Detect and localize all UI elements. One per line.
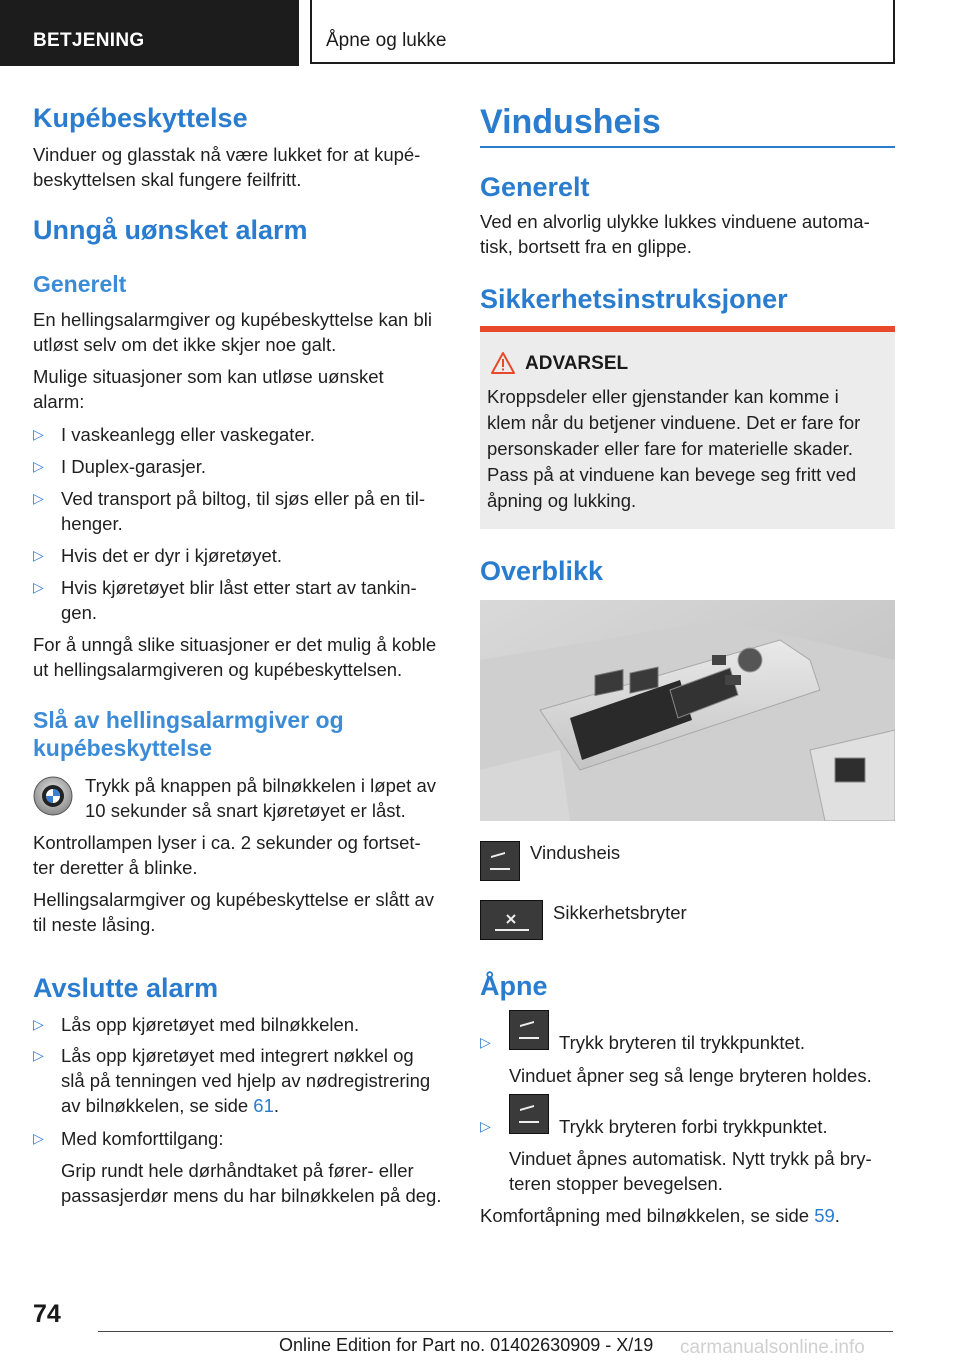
- heading-kupebeskyttelse: Kupébeskyttelse: [33, 103, 248, 133]
- bullet-triangle-icon: ▷: [480, 1118, 491, 1134]
- para-komfort: Komfortåpning med bilnøkkelen, se side 59.: [480, 1205, 840, 1226]
- step-apner-2a: Vinduet åpnes automatisk. Nytt trykk på bry-: [509, 1148, 872, 1169]
- bullet-triangle-icon: ▷: [33, 579, 44, 595]
- para-generelt-1: Ved en alvorlig ulykke lukkes vinduene automa-: [480, 211, 870, 232]
- para-kontroll-2: ter deretter å blinke.: [33, 857, 198, 878]
- safety-switch-icon: [480, 900, 543, 940]
- para-gen-1a: En hellingsalarmgiver og kupébeskyttelse kan bli: [33, 309, 432, 330]
- footer-watermark: carmanualsonline.info: [680, 1337, 865, 1358]
- heading-avslutte-alarm: Avslutte alarm: [33, 973, 219, 1003]
- step-apner-2b: teren stopper bevegelsen.: [509, 1173, 723, 1194]
- window-switch-icon: [509, 1010, 549, 1050]
- warning-line-5: åpning og lukking.: [487, 490, 637, 511]
- page-number: 74: [33, 1300, 61, 1328]
- step-trykk-2: Trykk bryteren forbi trykkpunktet.: [559, 1116, 828, 1137]
- header-section-label: BETJENING: [33, 30, 145, 51]
- warning-line-4: Pass på at vinduene kan bevege seg fritt ved: [487, 464, 857, 485]
- window-switch-icon: [480, 841, 520, 881]
- para-generelt-2: tisk, bortsett fra en glippe.: [480, 236, 692, 257]
- bullet-triangle-icon: ▷: [33, 1130, 44, 1146]
- para-trykk-2: 10 sekunder så snart kjøretøyet er låst.: [85, 800, 406, 821]
- bullet-triangle-icon: ▷: [33, 458, 44, 474]
- step-apner-1: Vinduet åpner seg så lenge bryteren holdes.: [509, 1065, 872, 1086]
- bullet-triangle-icon: ▷: [33, 1047, 44, 1063]
- warning-line-2: klem når du betjener vinduene. Det er fare for: [487, 412, 861, 433]
- bullet-triangle-icon: ▷: [480, 1034, 491, 1050]
- heading-rule: [480, 146, 895, 148]
- para-kupe-1: Vinduer og glasstak nå være lukket for at kupé-: [33, 144, 421, 165]
- heading-unnga-alarm: Unngå uønsket alarm: [33, 215, 308, 245]
- heading-overblikk: Overblikk: [480, 556, 604, 586]
- window-switch-icon: [509, 1094, 549, 1134]
- warning-line-3: personskader eller fare for materielle skader.: [487, 438, 854, 459]
- warning-line-1: Kroppsdeler eller gjenstander kan komme i: [487, 386, 839, 407]
- warning-box: [480, 326, 895, 529]
- footer-rule: [98, 1331, 893, 1332]
- para-gen-2a: Mulige situasjoner som kan utløse uønsket: [33, 366, 384, 387]
- bullet-triangle-icon: ▷: [33, 490, 44, 506]
- legend-vindusheis: Vindusheis: [530, 842, 621, 863]
- step-trykk-1: Trykk bryteren til trykkpunktet.: [559, 1032, 806, 1053]
- warning-bar: [480, 326, 895, 332]
- heading-generelt: Generelt: [33, 271, 127, 297]
- para-gen-1b: utløst selv om det ikke skjer noe galt.: [33, 334, 337, 355]
- bmw-key-icon: [33, 776, 73, 816]
- page-link-59[interactable]: 59: [814, 1205, 835, 1226]
- heading-sikkerhet: Sikkerhetsinstruksjoner: [480, 284, 788, 314]
- para-helling-1: Hellingsalarmgiver og kupébeskyttelse er slått av: [33, 889, 435, 910]
- heading-sla-av-2: kupébeskyttelse: [33, 735, 212, 761]
- bullet-triangle-icon: ▷: [33, 547, 44, 563]
- bullet-triangle-icon: ▷: [33, 426, 44, 442]
- warning-triangle-icon: [490, 351, 516, 375]
- legend-sikkerhetsbryter: Sikkerhetsbryter: [553, 902, 687, 923]
- footer-edition: Online Edition for Part no. 01402630909 - X/19: [279, 1335, 654, 1355]
- para-gen-2b: alarm:: [33, 391, 85, 412]
- para-grip-2: passasjerdør mens du har bilnøkkelen på deg.: [61, 1185, 442, 1206]
- para-kupe-2: beskyttelsen skal fungere feilfritt.: [33, 169, 302, 190]
- para-helling-2: til neste låsing.: [33, 914, 156, 935]
- heading-apne: Åpne: [480, 971, 548, 1001]
- heading-vindusheis: Vindusheis: [480, 103, 661, 141]
- header-section: [0, 0, 299, 66]
- para-kontroll-1: Kontrollampen lyser i ca. 2 sekunder og fortset-: [33, 832, 421, 853]
- header-chapter: [310, 0, 895, 64]
- heading-generelt-right: Generelt: [480, 172, 590, 202]
- bullet-triangle-icon: ▷: [33, 1016, 44, 1032]
- warning-title: ADVARSEL: [525, 353, 629, 374]
- para-koble-2: ut hellingsalarmgiveren og kupébeskyttelsen.: [33, 659, 403, 680]
- para-koble-1: For å unngå slike situasjoner er det mulig å koble: [33, 634, 437, 655]
- heading-sla-av-1: Slå av hellingsalarmgiver og: [33, 707, 344, 733]
- para-grip-1: Grip rundt hele dørhåndtaket på fører- eller: [61, 1160, 414, 1181]
- page-link-61[interactable]: 61: [253, 1095, 274, 1116]
- door-panel-image: [480, 600, 895, 821]
- para-trykk-1: Trykk på knappen på bilnøkkelen i løpet av: [85, 775, 436, 796]
- header-chapter-label: Åpne og lukke: [326, 30, 447, 51]
